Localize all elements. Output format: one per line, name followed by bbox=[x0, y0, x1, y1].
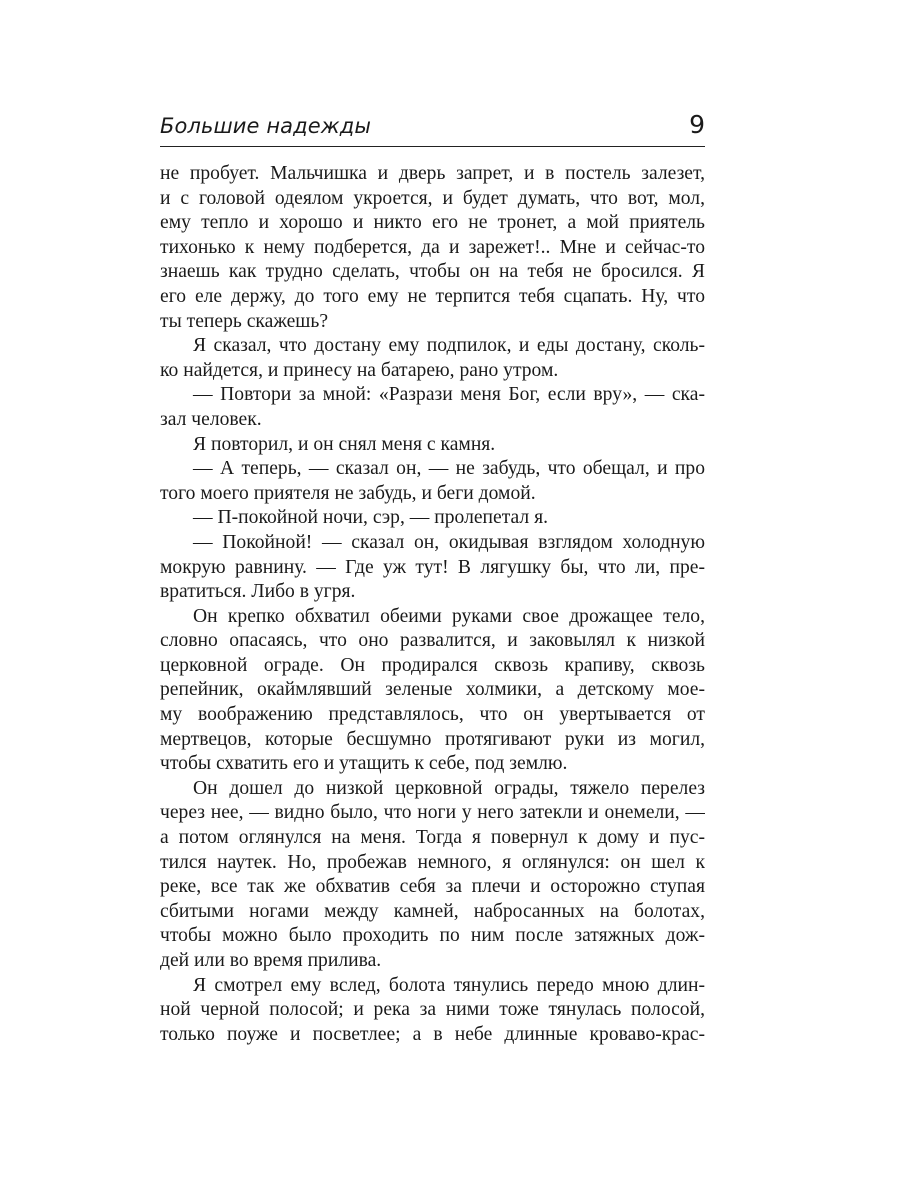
text-line: му воображению представлялось, что он увертывается от bbox=[160, 704, 705, 726]
paragraph-first-line: — А теперь, — сказал он, — не забудь, что обещал, и про bbox=[193, 458, 705, 480]
text-line: словно опасаясь, что оно развалится, и заковылял к низкой bbox=[160, 630, 705, 652]
text-line: тился наутек. Но, пробежав немного, я оглянулся: он шел к bbox=[160, 851, 705, 873]
text-line: чтобы можно было проходить по ним после затяжных дож- bbox=[160, 925, 705, 947]
running-header bbox=[160, 110, 705, 147]
text-line: не пробует. Мальчишка и дверь запрет, и в постель залезет, bbox=[160, 163, 705, 184]
text-line: а потом оглянулся на меня. Тогда я повернул к дому и пус- bbox=[160, 827, 705, 849]
text-line: и с головой одеялом укроется, и будет думать, что вот, мол, bbox=[160, 187, 705, 209]
paragraph-first-line: Я смотрел ему вслед, болота тянулись передо мною длин- bbox=[193, 974, 705, 996]
text-line: тихонько к нему подберется, да и зарежет!.. Мне и сейчас-то bbox=[160, 236, 705, 258]
text-line: мертвецов, которые бесшумно протягивают руки из могил, bbox=[160, 728, 705, 750]
text-line: чтобы схватить его и утащить к себе, под землю. bbox=[160, 753, 568, 775]
text-line: ной черной полосой; и река за ними тоже тянулась полосой, bbox=[160, 999, 705, 1021]
text-line: реке, все так же обхватив себя за плечи и осторожно ступая bbox=[160, 876, 705, 898]
text-line: ты теперь скажешь? bbox=[160, 310, 329, 332]
page-number: 9 bbox=[689, 110, 705, 139]
text-line: того моего приятеля не забудь, и беги домой. bbox=[160, 482, 536, 504]
paragraph-first-line: — П-покойной ночи, сэр, — пролепетал я. bbox=[193, 507, 549, 529]
text-line: церковной ограде. Он продирался сквозь крапиву, сквозь bbox=[160, 654, 705, 676]
text-line: его еле держу, до того ему не терпится тебя сцапать. Ну, что bbox=[160, 285, 705, 307]
book-title: Большие надежды bbox=[160, 114, 372, 138]
body-text bbox=[160, 162, 705, 1047]
paragraph-first-line: Он дошел до низкой церковной ограды, тяжело перелез bbox=[193, 777, 705, 799]
text-line: репейник, окаймлявший зеленые холмики, а детскому мое- bbox=[160, 679, 705, 701]
text-line: зал человек. bbox=[160, 408, 262, 430]
text-line: ему тепло и хорошо и никто его не тронет, а мой приятель bbox=[160, 212, 705, 234]
text-line: через нее, — видно было, что ноги у него затекли и онемели, — bbox=[160, 802, 705, 824]
paragraph-first-line: Я сказал, что достану ему подпилок, и еды достану, сколь- bbox=[193, 335, 705, 357]
paragraph-first-line: Он крепко обхватил обеими руками свое дрожащее тело, bbox=[193, 605, 705, 627]
text-line: вратиться. Либо в угря. bbox=[160, 581, 356, 603]
paragraph-first-line: — Повтори за мной: «Разрази меня Бог, если вру», — ска- bbox=[193, 384, 705, 406]
text-line: только поуже и посветлее; а в небе длинные кроваво-крас- bbox=[160, 1023, 705, 1045]
text-line: знаешь как трудно сделать, чтобы он на тебя не бросился. Я bbox=[160, 261, 705, 283]
text-line: ко найдется, и принесу на батарею, рано утром. bbox=[160, 359, 559, 381]
text-line: сбитыми ногами между камней, набросанных на болотах, bbox=[160, 900, 705, 922]
paragraph-first-line: Я повторил, и он снял меня с камня. bbox=[193, 433, 496, 455]
text-line: дей или во время прилива. bbox=[160, 950, 382, 971]
paragraph-first-line: — Покойной! — сказал он, окидывая взглядом холодную bbox=[193, 531, 705, 553]
text-line: мокрую равнину. — Где уж тут! В лягушку бы, что ли, пре- bbox=[160, 556, 705, 578]
